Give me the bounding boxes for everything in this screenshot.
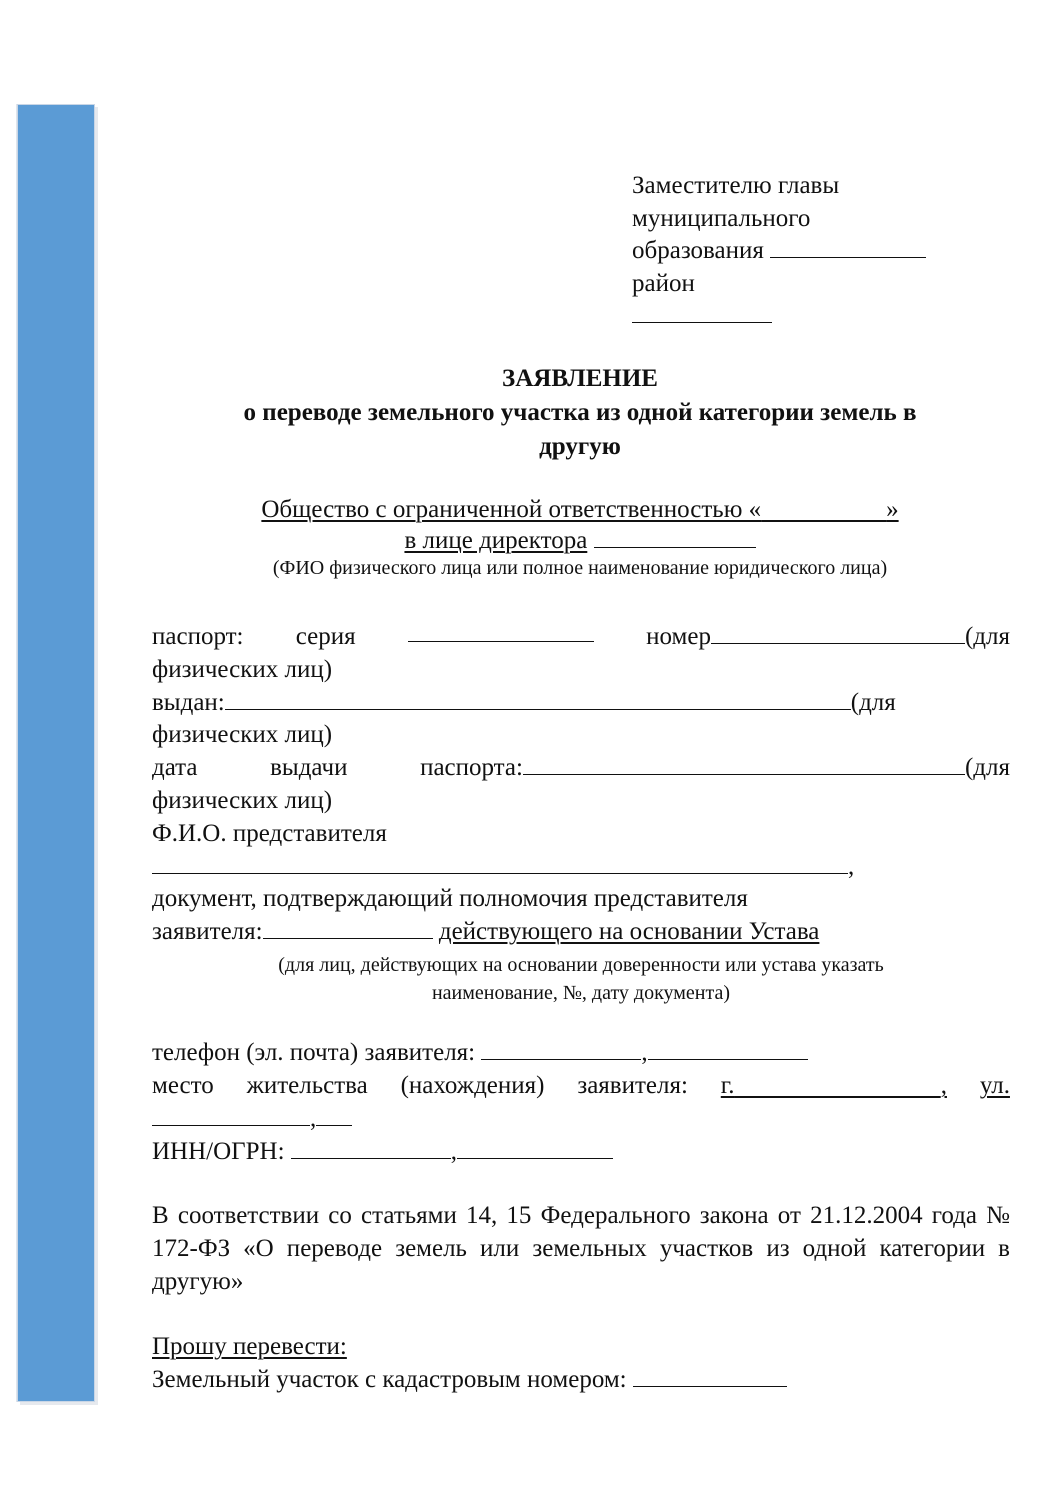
number-label: номер [646,623,711,650]
phone-separator: , [641,1039,648,1066]
applicant-caption: (ФИО физического лица или полное наименование юридического лица) [272,557,888,579]
number-group [646,621,1010,654]
representative-label: Ф.И.О. представителя [152,819,387,847]
phone-label: телефон (эл. почта) заявителя: [152,1039,476,1066]
address-word-3: (нахождения) [400,1072,545,1099]
address-separator-2: , [310,1105,317,1132]
series-blank[interactable] [408,621,594,642]
director-name-blank[interactable] [594,527,756,548]
addressee-line-3-row [632,235,1012,268]
org-name: Общество с ограниченной ответственностью « [261,496,762,523]
org-name-close: » [886,496,899,523]
address-city: г. [720,1072,735,1099]
address-separator: , [940,1072,947,1099]
address-house-blank[interactable] [316,1105,352,1126]
address-street: ул. [979,1072,1010,1099]
title-heading: ЗАЯВЛЕНИЕ [502,365,658,392]
addressee-block [632,170,1012,332]
addressee-name-blank[interactable] [632,302,772,323]
issued-row [152,687,1010,720]
addressee-line-4: район [632,269,695,297]
representative-row [152,851,1010,884]
address-word-2: жительства [246,1072,368,1099]
issued-label: выдан: [152,688,225,716]
director-label: в лице директора [404,527,588,554]
org-name-row [150,494,1010,525]
inn-label: ИНН/ОГРН: [152,1138,285,1165]
issue-date-note: (для [964,754,1010,782]
number-note: (для [964,623,1010,650]
ogrn-blank[interactable] [457,1138,613,1159]
email-blank[interactable] [648,1039,808,1060]
applicant-block [150,494,1010,581]
addressee-line-5-row [632,300,1012,332]
issue-date-word-1: дата [152,754,198,782]
issue-date-group [420,752,1010,785]
representative-comma: , [848,852,855,880]
addressee-line-1: Заместителю главы [632,172,840,199]
issue-date-note-cont: физических лиц) [152,786,333,814]
authority-doc-caption-line-2: наименование, №, дату документа) [431,981,731,1004]
passport-label: паспорт: [152,623,244,650]
inn-blank[interactable] [291,1138,451,1159]
passport-fields [152,621,1010,1007]
number-blank[interactable] [711,623,965,644]
issue-date-word-2: выдачи [270,754,348,782]
number-note-cont: физических лиц) [152,655,333,683]
address-row-2 [152,1102,1010,1135]
contacts-fields [152,1036,1010,1168]
decorative-sidebar-bar [17,104,95,1402]
cadastral-label: Земельный участок с кадастровым номером: [152,1366,627,1393]
issue-date-row [152,752,1010,785]
request-block [152,1330,1010,1396]
issued-note: (для [850,688,896,716]
authority-doc-applicant-label: заявителя: [152,918,263,946]
address-word-4: заявителя: [577,1072,688,1099]
address-row [152,1069,1010,1102]
phone-row [152,1036,1010,1069]
passport-row [152,621,1010,654]
representative-blank[interactable] [152,853,848,874]
legal-basis-paragraph: В соответствии со статьями 14, 15 Федерального закона от 21.12.2004 года № 172-ФЗ «О переводе земель или земельных участков из одной категории в другую» [152,1202,1010,1295]
address-street-blank[interactable] [152,1105,310,1126]
phone-blank[interactable] [481,1039,641,1060]
authority-doc-caption-line-1: (для лиц, действующих на основании доверенности или устава указать [278,953,884,976]
title-subtitle-line-2: другую [539,433,621,460]
addressee-line-2: муниципального [632,204,811,232]
issue-date-blank[interactable] [523,754,965,775]
director-row [150,525,1010,556]
cadastral-number-blank[interactable] [633,1366,787,1387]
municipality-blank[interactable] [770,237,926,258]
authority-doc-row [152,916,1010,949]
addressee-line-3: образования [632,237,764,264]
authority-doc-blank[interactable] [263,918,433,939]
address-city-group [721,1069,947,1102]
inn-separator: , [450,1138,458,1165]
issued-note-cont: физических лиц) [152,721,333,749]
document-title [150,362,1010,464]
cadastral-row [152,1363,1010,1396]
org-name-blank[interactable] [761,496,886,523]
issue-date-word-3: паспорта: [420,754,523,782]
request-heading: Прошу перевести: [152,1333,347,1360]
series-label: серия [295,623,356,650]
address-city-blank[interactable] [734,1072,940,1099]
address-word-1: место [152,1072,214,1099]
authority-doc-value: действующего на основании Устава [438,918,820,946]
title-subtitle-line-1: о переводе земельного участка из одной категории земель в [243,399,917,426]
inn-row [152,1135,1010,1168]
issued-blank[interactable] [225,689,851,710]
authority-doc-label: документ, подтверждающий полномочия представителя [152,885,748,913]
authority-doc-caption [152,951,1010,1007]
